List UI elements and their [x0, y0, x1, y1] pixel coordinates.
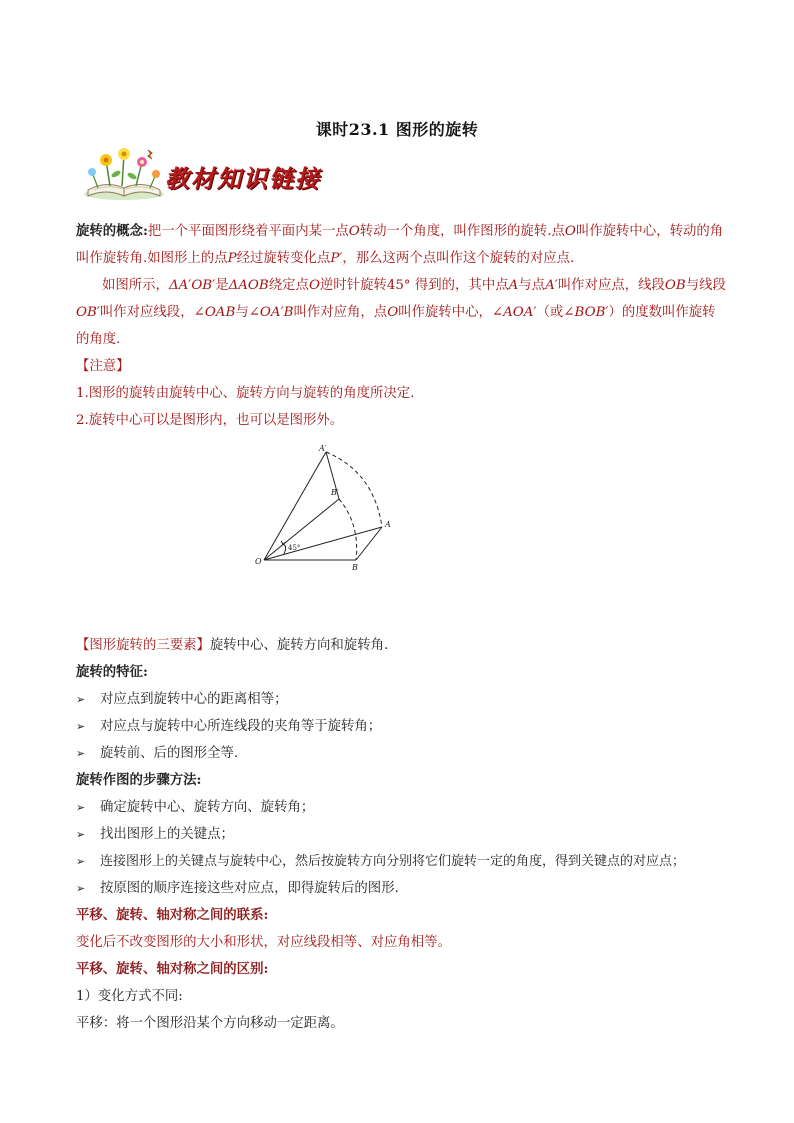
- step-item-3: [76, 848, 726, 875]
- segment-oa: [264, 527, 382, 560]
- example-t9: 与: [235, 305, 249, 320]
- concept-o2: O: [564, 224, 576, 239]
- bullet-arrow-icon: ➢: [76, 882, 86, 895]
- note-item-2: 2.旋转中心可以是图形内，也可以是图形外。: [76, 413, 344, 428]
- concept-text-3: 叫作旋转中心，转动的角叫作旋转角.如图形上的点: [76, 224, 724, 266]
- example-tri2: ΔAOB: [228, 278, 269, 293]
- example-ang2: ∠OA′B: [248, 305, 294, 320]
- concept-text-2: 转动一个角度，叫作图形的旋转.点: [359, 224, 565, 239]
- feature-item-3: [76, 740, 726, 767]
- difference-heading: 平移、旋转、轴对称之间的区别:: [76, 961, 269, 977]
- book-flowers-icon: [80, 146, 168, 202]
- example-o2: O: [387, 305, 399, 320]
- example-t13: ）的度数叫作旋转的角度.: [76, 305, 716, 347]
- bullet-arrow-icon: ➢: [76, 693, 86, 706]
- step-text-1: 确定旋转中心、旋转方向、旋转角；: [100, 800, 315, 815]
- step-text-3: 连接图形上的关键点与旋转中心，然后按旋转方向分别将它们旋转一定的角度，得到关键点的对应点；: [100, 854, 686, 869]
- label-a-prime: A′: [319, 444, 327, 453]
- label-a: A: [385, 520, 391, 529]
- example-ob: OB: [664, 278, 686, 293]
- three-elements-text: 旋转中心、旋转方向和旋转角.: [209, 638, 389, 653]
- example-t4: 逆时针旋转45° 得到的，其中点: [319, 278, 509, 293]
- difference-item-1: 1）变化方式不同:: [76, 989, 183, 1004]
- label-b: B: [352, 563, 358, 572]
- concept-text-4: 经过旋转变化点: [236, 251, 331, 266]
- label-o: O: [255, 557, 262, 566]
- example-t7: 与线段: [685, 278, 726, 293]
- example-a2: A′: [545, 278, 558, 293]
- step-item-1: [76, 794, 726, 821]
- example-paragraph: [76, 272, 726, 353]
- steps-heading: 旋转作图的步骤方法:: [76, 772, 202, 788]
- step-text-4: 按原图的顺序连接这些对应点，即得旋转后的图形.: [100, 881, 399, 896]
- angle-arrow-icon: [281, 541, 286, 544]
- concept-paragraph: [76, 218, 726, 272]
- difference-item-2: 平移：将一个图形沿某个方向移动一定距离。: [76, 1016, 344, 1031]
- content-body: [76, 218, 726, 1037]
- feature-text-1: 对应点到旋转中心的距离相等；: [100, 692, 288, 707]
- example-t6: 叫作对应点，线段: [557, 278, 665, 293]
- concept-o: O: [348, 224, 360, 239]
- bullet-arrow-icon: ➢: [76, 720, 86, 733]
- feature-item-1: [76, 686, 726, 713]
- example-t2: 是: [215, 278, 229, 293]
- arc-b-b-prime: [339, 499, 357, 560]
- banner-title: 教材知识链接: [165, 164, 321, 193]
- example-a: A: [508, 278, 519, 293]
- feature-text-2: 对应点与旋转中心所连线段的夹角等于旋转角；: [100, 719, 382, 734]
- example-t8: 叫作对应线段，: [99, 305, 194, 320]
- example-t1: 如图所示，: [102, 278, 169, 293]
- feature-text-3: 旋转前、后的图形全等.: [100, 746, 239, 761]
- bullet-arrow-icon: ➢: [76, 855, 86, 868]
- note-heading: 【注意】: [76, 359, 130, 374]
- concept-text-1: 把一个平面图形绕着平面内某一点: [147, 224, 349, 239]
- example-ob2: OB′: [76, 305, 100, 320]
- three-elements-label: 【图形旋转的三要素】: [76, 638, 210, 653]
- relation-text: 变化后不改变图形的大小和形状，对应线段相等、对应角相等。: [76, 935, 451, 950]
- label-b-prime: B′: [331, 488, 339, 497]
- relation-heading: 平移、旋转、轴对称之间的联系:: [76, 907, 269, 923]
- segment-ab: [356, 527, 382, 560]
- section-banner: [80, 146, 350, 202]
- rotation-diagram: [242, 442, 412, 572]
- bullet-arrow-icon: ➢: [76, 801, 86, 814]
- concept-p2: P′: [330, 251, 343, 266]
- concept-label: 旋转的概念:: [76, 223, 148, 239]
- example-t12: （或: [536, 305, 564, 320]
- example-t3: 绕定点: [268, 278, 309, 293]
- rotation-figure: [76, 434, 726, 632]
- example-tri1: ΔA′OB′: [168, 278, 216, 293]
- step-text-2: 找出图形上的关键点；: [100, 827, 234, 842]
- feature-item-2: [76, 713, 726, 740]
- bullet-arrow-icon: ➢: [76, 747, 86, 760]
- note-item-1: 1.图形的旋转由旋转中心、旋转方向与旋转的角度所决定.: [76, 386, 415, 401]
- example-o: O: [308, 278, 320, 293]
- three-elements: [76, 632, 726, 659]
- example-t5: 与点: [518, 278, 546, 293]
- step-item-4: [76, 875, 726, 902]
- features-heading: 旋转的特征:: [76, 664, 148, 680]
- step-item-2: [76, 821, 726, 848]
- example-t10: 叫作对应角，点: [293, 305, 388, 320]
- example-t11: 叫作旋转中心，: [398, 305, 492, 320]
- example-ang1: ∠OAB: [193, 305, 236, 320]
- bullet-arrow-icon: ➢: [76, 828, 86, 841]
- example-ang4: ∠BOB′: [563, 305, 609, 320]
- example-ang3: ∠AOA′: [491, 305, 537, 320]
- page-title: 课时23.1 图形的旋转: [315, 120, 479, 139]
- concept-text-5: ，那么这两个点叫作这个旋转的对应点.: [342, 251, 575, 266]
- concept-p: P: [227, 251, 237, 266]
- label-angle: 45°: [288, 544, 301, 552]
- segment-ob-prime: [264, 499, 339, 560]
